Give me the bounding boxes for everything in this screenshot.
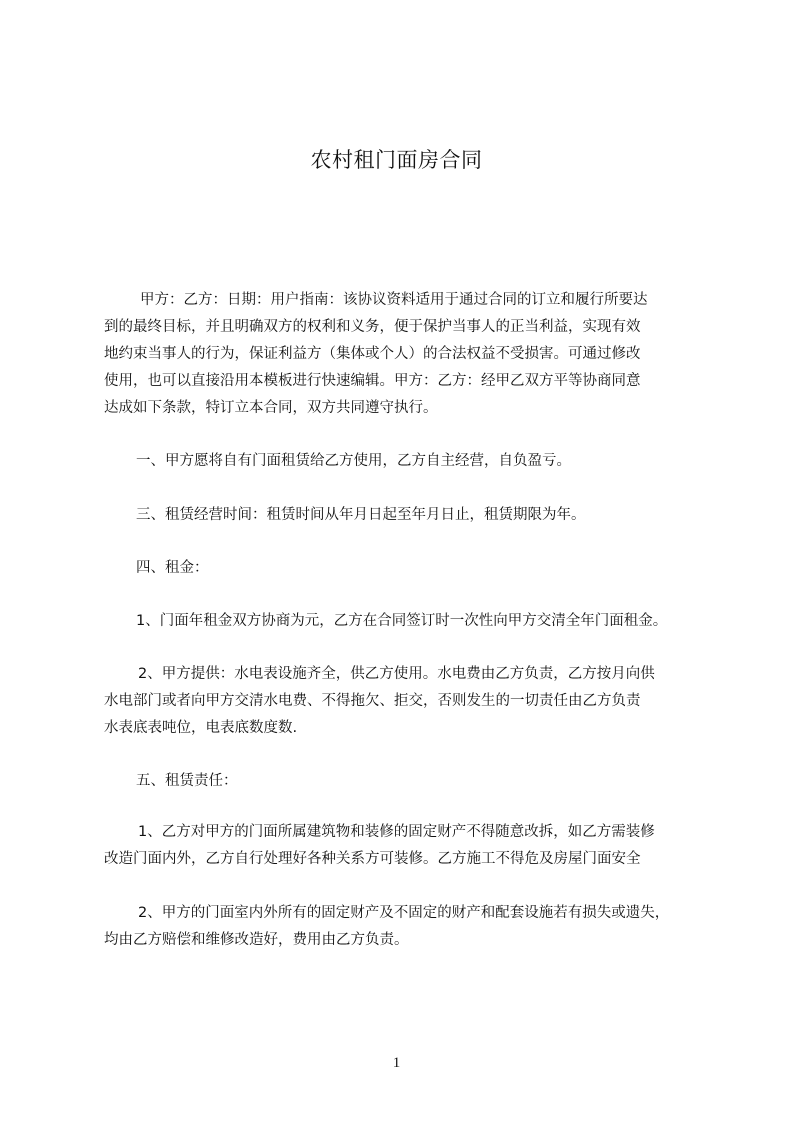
clause-5-heading-text: 五、租赁责任：: [136, 773, 238, 789]
intro-line: 到的最终目标，并且明确双方的权利和义务，便于保护当事人的正当利益，实现有效: [104, 319, 641, 335]
clause-1-text: 一、甲方愿将自有门面租赁给乙方使用，乙方自主经营，自负盈亏。: [136, 453, 571, 469]
clause-5-1-line: 1、乙方对甲方的门面所属建筑物和装修的固定财产不得随意改拆，如乙方需装修: [138, 824, 655, 840]
clause-4-2-line: 水电部门或者向甲方交清水电费、不得拖欠、拒交，否则发生的一切责任由乙方负责: [104, 693, 641, 709]
clause-4-2: [104, 661, 724, 742]
clause-5-1-line: 改造门面内外，乙方自行处理好各种关系方可装修。乙方施工不得危及房屋门面安全: [104, 851, 641, 867]
intro-line: 使用，也可以直接沿用本模板进行快速编辑。甲方：乙方：经甲乙双方平等协商同意: [104, 373, 641, 389]
clause-3: [104, 502, 724, 529]
clause-4-heading-text: 四、租金：: [136, 560, 209, 576]
clause-4-1-text: 1、门面年租金双方协商为元，乙方在合同签订时一次性向甲方交清全年门面租金。: [136, 613, 668, 629]
clause-4-2-line: 2、甲方提供：水电表设施齐全，供乙方使用。水电费由乙方负责，乙方按月向供: [138, 666, 655, 682]
intro-paragraph: [104, 287, 724, 422]
clause-4-2-line: 水表底表吨位，电表底数度数.: [104, 720, 298, 736]
clause-5-heading: [104, 768, 724, 795]
clause-3-text: 三、租赁经营时间：租赁时间从年月日起至年月日止，租赁期限为年。: [136, 507, 586, 523]
intro-line: 甲方：乙方：日期：用户指南：该协议资料适用于通过合同的订立和履行所要达: [140, 292, 648, 308]
clause-5-2-line: 均由乙方赔偿和维修改造好，费用由乙方负责。: [104, 932, 409, 948]
clause-5-2: [104, 900, 724, 954]
clause-4-1: [104, 608, 724, 635]
clause-5-2-line: 2、甲方的门面室内外所有的固定财产及不固定的财产和配套设施若有损失或遗失，: [138, 905, 670, 921]
intro-line: 地约束当事人的行为，保证利益方（集体或个人）的合法权益不受损害。可通过修改: [104, 346, 641, 362]
clause-4-heading: [104, 555, 724, 582]
clause-1: [104, 448, 724, 475]
intro-line: 达成如下条款，特订立本合同，双方共同遵守执行。: [104, 400, 438, 416]
clause-5-1: [104, 819, 724, 873]
document-title: 农村租门面房合同: [310, 148, 483, 172]
page-number: 1: [392, 1055, 401, 1071]
